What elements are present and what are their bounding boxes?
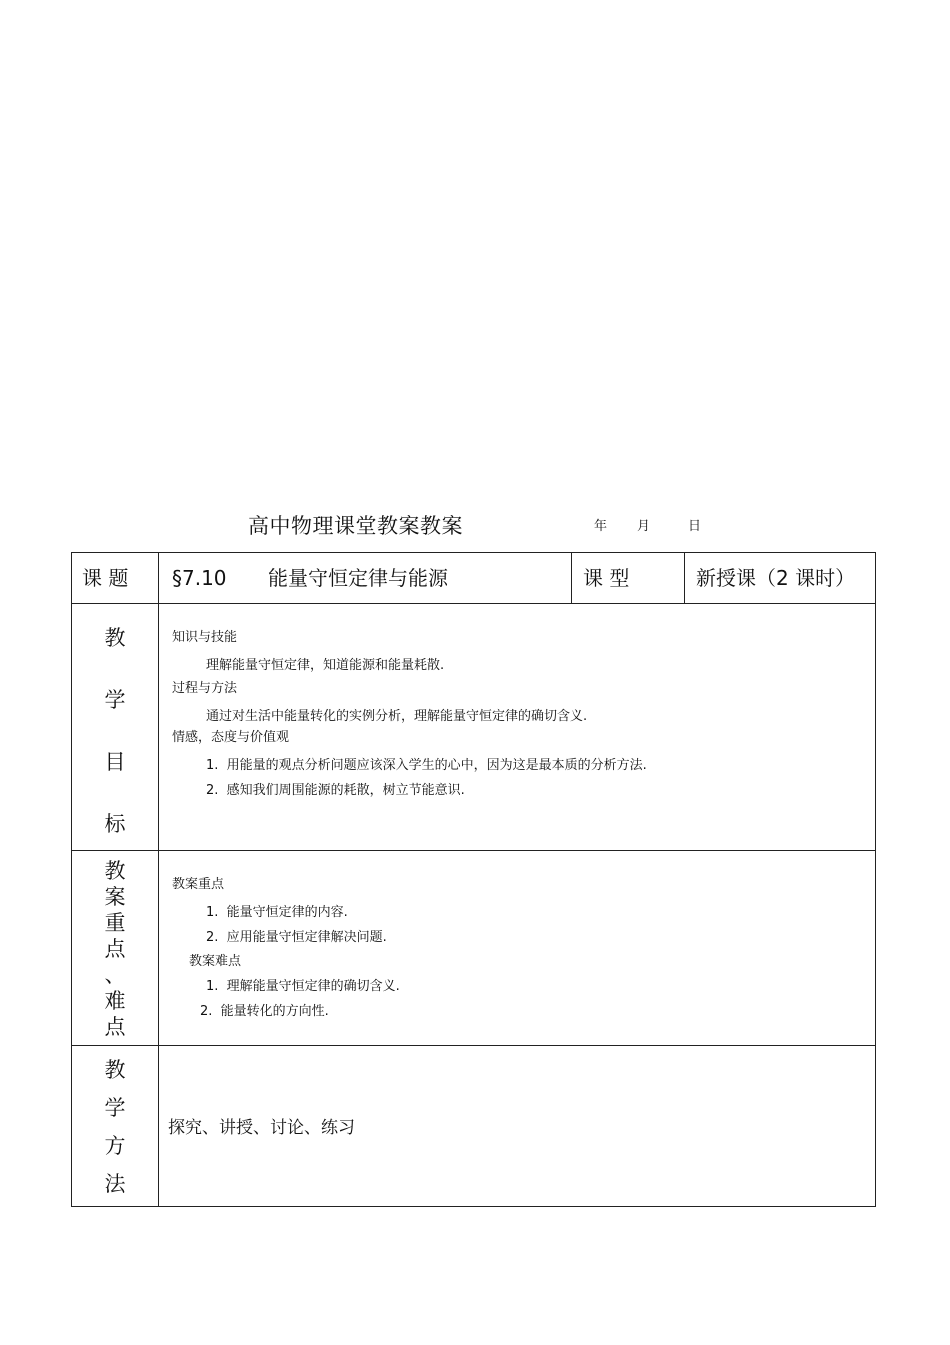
date-year-label: 年 <box>594 519 608 534</box>
type-value: 新授课（2 课时） <box>696 566 856 590</box>
list-item: 1. 能量守恒定律的内容. <box>206 905 348 920</box>
list-item: 2. 感知我们周围能源的耗散，树立节能意识. <box>206 783 465 798</box>
key-points-heading: 教案重点 <box>172 877 225 892</box>
focus-label-char: 点 <box>104 1015 126 1039</box>
methods-text: 探究、讲授、讨论、练习 <box>168 1118 355 1138</box>
list-item: 2. 应用能量守恒定律解决问题. <box>206 930 387 945</box>
goals-label-char: 学 <box>104 688 126 712</box>
type-label: 课 型 <box>583 566 630 590</box>
knowledge-heading: 知识与技能 <box>172 630 238 645</box>
process-text: 通过对生活中能量转化的实例分析，理解能量守恒定律的确切含义. <box>206 709 588 724</box>
list-item: 1. 用能量的观点分析问题应该深入学生的心中，因为这是最本质的分析方法. <box>206 758 647 773</box>
focus-label-char: 难 <box>104 989 126 1013</box>
emotion-heading: 情感，态度与价值观 <box>172 730 290 745</box>
knowledge-text: 理解能量守恒定律，知道能源和能量耗散. <box>206 658 445 673</box>
focus-label-char: 教 <box>104 859 126 883</box>
lesson-plan-table <box>71 552 876 1207</box>
goals-label <box>72 625 158 837</box>
focus-label-char: 案 <box>104 885 126 909</box>
focus-label-char: 、 <box>104 963 126 987</box>
row-divider <box>72 1045 875 1046</box>
difficult-points-heading: 教案难点 <box>189 954 242 969</box>
topic-value: 能量守恒定律与能源 <box>268 566 448 590</box>
goals-label-char: 标 <box>104 812 126 836</box>
date-day-label: 日 <box>688 519 702 534</box>
methods-label <box>72 1057 158 1197</box>
topic-section-number: §7.10 <box>172 566 227 590</box>
methods-label-char: 教 <box>104 1058 126 1082</box>
page-title: 高中物理课堂教案教案 <box>248 514 463 538</box>
focus-label-char: 点 <box>104 937 126 961</box>
goals-label-char: 目 <box>104 750 126 774</box>
focus-label-char: 重 <box>104 911 126 935</box>
methods-label-char: 方 <box>104 1134 126 1158</box>
column-divider <box>158 553 159 1206</box>
goals-label-char: 教 <box>104 626 126 650</box>
row-divider <box>72 603 875 604</box>
column-divider <box>684 553 685 603</box>
methods-label-char: 学 <box>104 1096 126 1120</box>
process-heading: 过程与方法 <box>172 681 238 696</box>
topic-label: 课 题 <box>82 566 129 590</box>
focus-label <box>72 858 158 1040</box>
list-item: 1. 理解能量守恒定律的确切含义. <box>206 979 400 994</box>
date-month-label: 月 <box>637 519 651 534</box>
column-divider <box>571 553 572 603</box>
row-divider <box>72 850 875 851</box>
document-header <box>0 512 950 542</box>
list-item: 2. 能量转化的方向性. <box>200 1004 329 1019</box>
methods-label-char: 法 <box>104 1172 126 1196</box>
